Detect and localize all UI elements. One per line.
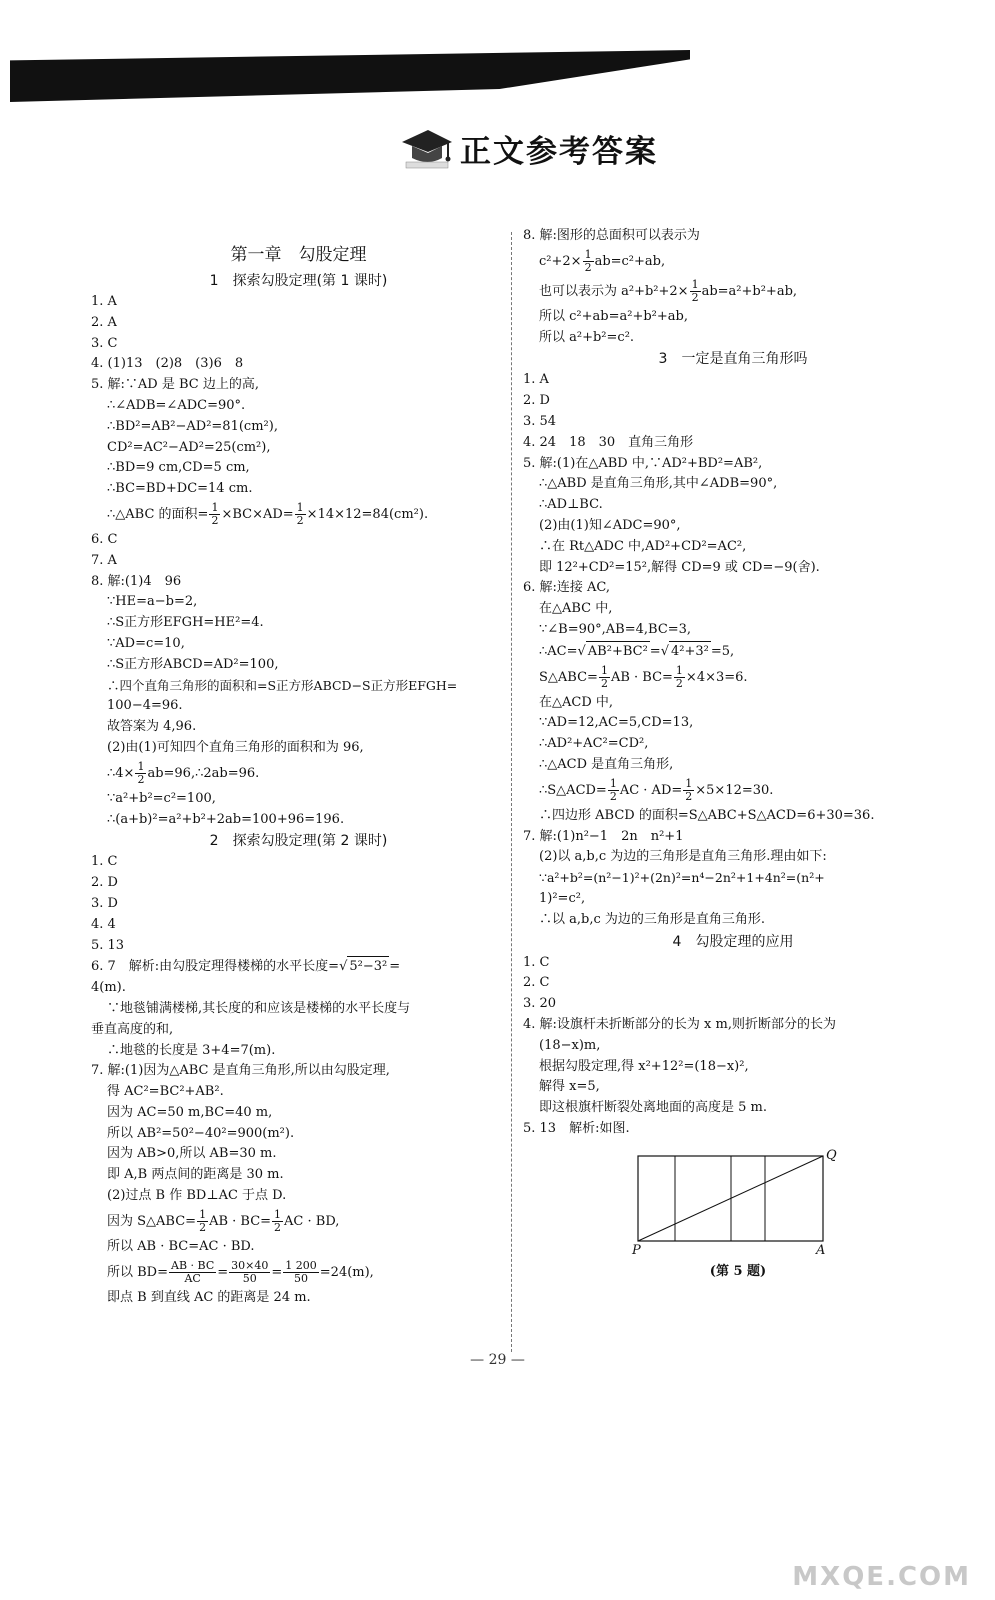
numerator: 1 [584,247,592,261]
fraction [690,279,701,304]
answer-line: 垂直高度的和, [91,1021,174,1037]
numerator: 1 [274,1207,282,1221]
fraction [295,502,306,527]
answer-line: CD²=AC²−AD²=25(cm²), [107,439,271,455]
text-segment: 6. 7 解析:由勾股定理得楼梯的水平长度= [91,959,340,975]
label-p: P [632,1242,641,1258]
answer-line: 在△ACD 中, [539,694,614,710]
page-title: 正文参考答案 [460,133,658,170]
answer-line: (2)由(1)知∠ADC=90°, [539,517,681,533]
denominator: 2 [685,789,693,803]
answer-line: 1. A [523,372,549,388]
answer-line: ∵AD=c=10, [107,635,185,651]
answer-line: 4. 4 [91,916,116,932]
denominator: 2 [584,260,592,274]
fraction [674,665,685,690]
answer-line: (2)由(1)可知四个直角三角形的面积和为 96, [107,739,364,755]
page-header [400,118,658,178]
answer-line [523,776,943,806]
text-segment: AB · BC= [209,1213,272,1229]
text-segment: AC · BD, [284,1213,340,1229]
right-column [523,226,943,1282]
left-column [91,238,506,1308]
answer-line: 在△ABC 中, [539,601,613,617]
text-segment: ×BC×AD= [221,506,294,522]
answer-line: 即 A,B 两点间的距离是 30 m. [107,1167,284,1183]
text-segment: ∴AC= [539,643,578,659]
numerator: 1 [685,776,693,790]
answer-line: 7. A [91,552,117,568]
answer-line: 6. 解:连接 AC, [523,580,611,596]
fraction [209,502,220,527]
answer-line: 5. 解:(1)在△ABD 中,∵AD²+BD²=AB², [523,455,763,471]
answer-line [91,1207,506,1237]
answer-line: ∴BD=9 cm,CD=5 cm, [107,460,250,476]
text-segment: AB · BC= [610,669,673,685]
answer-line: 7. 解:(1)因为△ABC 是直角三角形,所以由勾股定理, [91,1063,390,1079]
answer-line: 1)²=c², [539,890,586,906]
text-segment: 也可以表示为 a²+b²+2× [539,283,689,299]
label-q: Q [826,1147,837,1163]
denominator: 50 [294,1271,309,1285]
answer-line: ∴四个直角三角形的面积和=S正方形ABCD−S正方形EFGH= [107,677,458,693]
radicand: AB²+BC² [586,641,650,663]
answer-line: 6. 7 解析:由勾股定理得楼梯的水平长度=√ 5²−3² = [91,956,506,978]
fraction [229,1260,270,1285]
denominator: 50 [242,1271,257,1285]
answer-line: (2)过点 B 作 BD⊥AC 于点 D. [107,1188,287,1204]
section-title: 4 勾股定理的应用 [672,933,794,950]
answer-line: 4. 24 18 30 直角三角形 [523,434,694,450]
denominator: 2 [691,290,699,304]
column-divider [511,232,512,1352]
numerator: 1 [199,1207,207,1221]
fraction [608,778,619,803]
answer-line: 所以 AB · BC=AC · BD. [107,1238,255,1254]
answer-line: 3. 20 [523,996,557,1012]
section-title: 1 探索勾股定理(第 1 课时) [209,273,388,289]
answer-line: 3. D [91,895,118,911]
answer-line: (18−x)m, [539,1037,601,1053]
section-title: 2 探索勾股定理(第 2 课时) [209,833,388,850]
answer-line: ∴AD⊥BC. [539,497,603,513]
answer-line: (2)以 a,b,c 为边的三角形是直角三角形.理由如下: [539,849,827,865]
denominator: 2 [675,676,683,690]
text-segment: = [271,1264,283,1280]
answer-line [91,500,506,530]
answer-line: 所以 AB²=50²−40²=900(m²). [107,1125,295,1141]
answer-line: 6. C [91,531,118,547]
answer-line: ∴∠ADB=∠ADC=90°. [107,397,246,413]
numerator: 30×40 [231,1258,269,1272]
answer-line: 即这根旗杆断裂处离地面的高度是 5 m. [539,1100,767,1116]
text-segment: = [649,643,661,659]
answer-line: ∴△ACD 是直角三角形, [539,756,674,772]
answer-line: ∴在 Rt△ADC 中,AD²+CD²=AC², [539,538,747,554]
text-segment: c²+2× [539,253,582,269]
answer-line: 4. 解:设旗杆未折断部分的长为 x m,则折断部分的长为 [523,1016,836,1032]
answer-line: 2. D [91,875,118,891]
answer-line: 5. 13 解析:如图. [523,1120,630,1136]
answer-line: 7. 解:(1)n²−1 2n n²+1 [523,828,684,844]
fraction [599,665,610,690]
answer-line: ∴AD²+AC²=CD², [539,736,649,752]
answer-line: 3. C [91,335,118,351]
answer-line: 2. C [523,975,550,991]
answer-line [91,759,506,789]
text-segment: 因为 S△ABC= [107,1213,197,1229]
numerator: 1 [609,776,617,790]
fraction [197,1209,208,1234]
answer-line: 2. D [523,393,550,409]
answer-line: 所以 a²+b²=c². [539,329,635,345]
numerator: AB · BC [171,1258,215,1272]
page-number: — 29 — [470,1352,525,1368]
text-segment: ab=96,∴2ab=96. [147,765,260,781]
answer-line: ∴四边形 ABCD 的面积=S△ABC+S△ACD=6+30=36. [539,807,875,823]
answer-line: 得 AC²=BC²+AB². [107,1084,224,1100]
text-segment: ×4×3=6. [685,669,748,685]
answer-line: 1. C [523,954,550,970]
text-segment: AC · AD= [619,782,683,798]
numerator: 1 [296,500,304,514]
answer-line: 1. C [91,854,118,870]
answer-line: ∵a²+b²=(n²−1)²+(2n)²=n⁴−2n²+1+4n²=(n²+ [539,870,825,886]
answer-line: 8. 解:(1)4 96 [91,573,182,589]
text-segment: ×5×12=30. [695,782,774,798]
text-segment: ∴S△ACD= [539,782,607,798]
text-segment: ∴4× [107,765,135,781]
answer-line: 3. 54 [523,413,557,429]
denominator: 2 [211,513,219,527]
answer-line: 根据勾股定理,得 x²+12²=(18−x)², [539,1058,749,1074]
answer-line: 即点 B 到直线 AC 的距离是 24 m. [107,1289,311,1305]
text-segment: 所以 BD= [107,1264,169,1280]
answer-line: ∴S正方形ABCD=AD²=100, [107,656,279,672]
header-bar [10,50,690,102]
answer-line: ∴△ABD 是直角三角形,其中∠ADB=90°, [539,476,778,492]
numerator: 1 [600,663,608,677]
text-segment: = [389,959,401,975]
answer-line: 因为 AC=50 m,BC=40 m, [107,1104,273,1120]
answer-line: 100−4=96. [107,698,183,714]
answer-line: 5. 13 [91,937,125,953]
fraction [683,778,694,803]
denominator: 2 [296,513,304,527]
numerator: 1 [211,500,219,514]
answer-line: ∵a²+b²=c²=100, [107,790,216,806]
text-segment: ab=a²+b²+ab, [701,283,798,299]
answer-line [523,277,943,307]
radicand: 4²+3² [669,641,711,663]
section-title: 3 一定是直角三角形吗 [658,351,808,368]
answer-line: 解得 x=5, [539,1079,600,1095]
denominator: 2 [274,1220,282,1234]
text-segment: =24(m), [319,1264,374,1280]
answer-line: 5. 解:∵AD 是 BC 边上的高, [91,377,259,393]
answer-line: 1. A [91,294,117,309]
answer-line: ∴AC=√ AB²+BC² =√ 4²+3² =5, [523,641,943,663]
denominator: 2 [137,772,145,786]
denominator: 2 [609,789,617,803]
answer-line: ∴BC=BD+DC=14 cm. [107,481,253,497]
numerator: 1 [137,759,145,773]
text-segment: = [217,1264,229,1280]
answer-line: 因为 AB>0,所以 AB=30 m. [107,1146,277,1162]
answer-line [523,247,943,277]
fraction [169,1260,216,1285]
text-segment: =5, [710,643,735,659]
answer-line: ∵AD=12,AC=5,CD=13, [539,715,694,731]
answer-line [523,663,943,693]
label-a: A [816,1242,826,1258]
answer-line: ∵∠B=90°,AB=4,BC=3, [539,621,692,637]
numerator: 1 [691,277,699,291]
watermark: MXQE.COM [792,1562,971,1592]
denominator: 2 [199,1220,207,1234]
answer-line [91,1258,506,1288]
figure-caption: (第 5 题) [709,1263,767,1279]
answer-line: ∵HE=a−b=2, [107,594,198,610]
fraction [283,1260,319,1285]
denominator: AC [184,1271,201,1285]
answer-line: 8. 解:图形的总面积可以表示为 [523,228,700,243]
graduation-cap-icon [400,126,454,170]
figure-q5 [623,1148,853,1258]
answer-line: 所以 c²+ab=a²+b²+ab, [539,308,688,324]
answer-line: 故答案为 4,96. [107,719,197,735]
answer-line: ∴S正方形EFGH=HE²=4. [107,615,264,631]
answer-line: ∵地毯铺满楼梯,其长度的和应该是楼梯的水平长度与 [107,1000,411,1016]
denominator: 2 [600,676,608,690]
answer-line: ∴以 a,b,c 为边的三角形是直角三角形. [539,911,766,927]
numerator: 1 [675,663,683,677]
answer-line: ∴地毯的长度是 3+4=7(m). [107,1042,276,1058]
text-segment: ×14×12=84(cm²). [306,506,429,522]
answer-line: 即 12²+CD²=15²,解得 CD=9 或 CD=−9(舍). [539,559,820,575]
fraction [583,249,594,274]
text-segment: S△ABC= [539,669,598,685]
answer-line: ∴(a+b)²=a²+b²+2ab=100+96=196. [107,811,345,827]
text-segment: ab=c²+ab, [594,253,666,269]
radicand: 5²−3² [347,956,389,978]
fraction [135,761,146,786]
fraction [272,1209,283,1234]
answer-line: 4(m). [91,980,126,996]
numerator: 1 200 [285,1258,317,1272]
answer-line: 4. (1)13 (2)8 (3)6 8 [91,356,244,372]
answer-line: ∴BD²=AB²−AD²=81(cm²), [107,418,278,434]
chapter-title: 第一章 勾股定理 [230,245,367,265]
text-segment: ∴△ABC 的面积= [107,506,209,522]
answer-line: 2. A [91,314,117,330]
